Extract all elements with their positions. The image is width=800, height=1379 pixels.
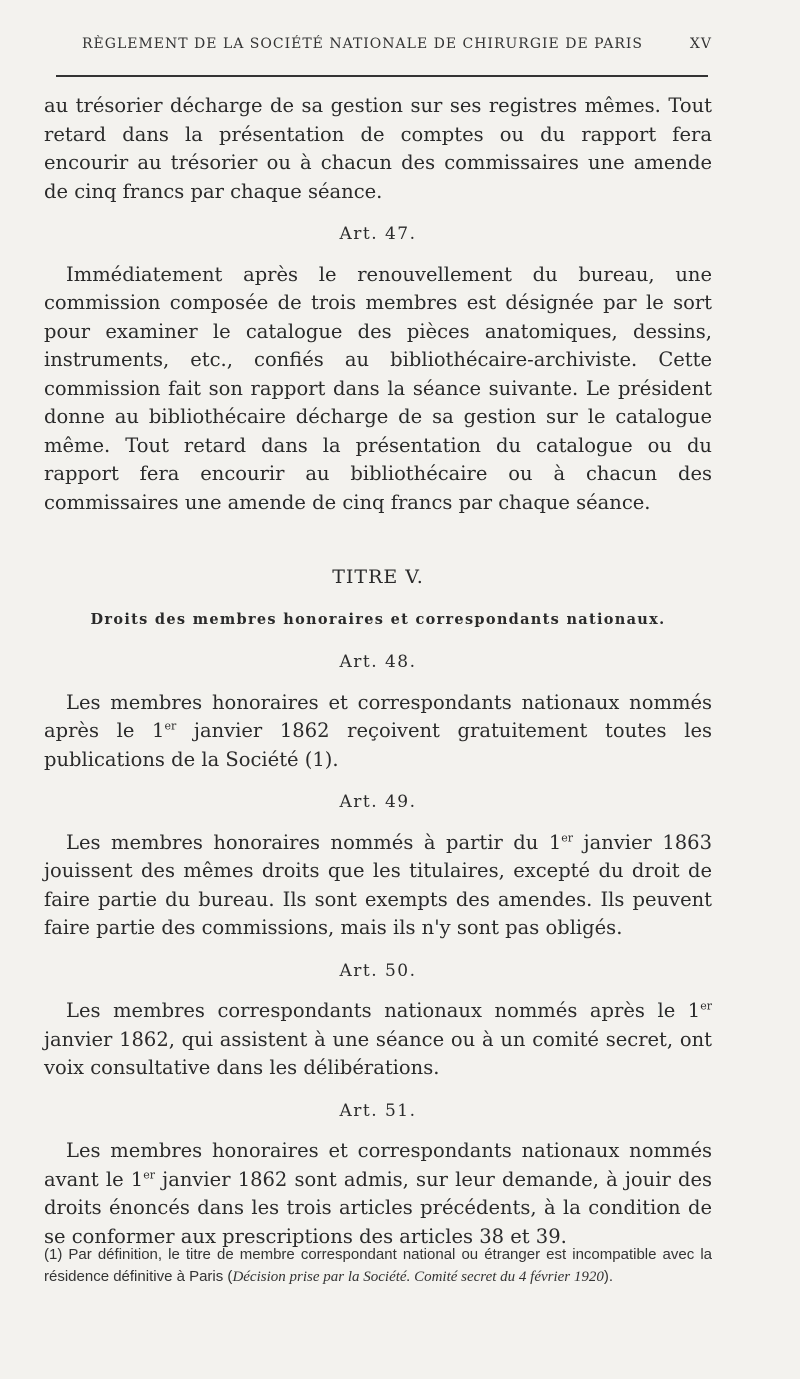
footnote: (1) Par définition, le titre de membre correspondant national ou étranger est incompatible avec la résidence définitive à Paris (Décision prise par la Société. Comité secret du 4 février 1920).: [44, 1246, 712, 1285]
article-47-heading: Art. 47.: [339, 224, 417, 244]
article-48-heading: Art. 48.: [339, 652, 417, 672]
article-50-text: Les membres correspondants nationaux nommés après le 1er janvier 1862, qui assistent à une séance ou à un comité secret, ont voix consultative dans les délibérations.: [44, 999, 712, 1079]
article-49-text: Les membres honoraires nommés à partir du 1er janvier 1863 jouissent des mêmes droits que les titulaires, excepté du droit de faire partie du bureau. Ils sont exempts des amendes. Ils peuvent faire partie des commissions, mais ils n'y sont pas obligés.: [44, 830, 713, 939]
header-rule: [56, 75, 708, 77]
title-v-heading: TITRE V.: [332, 566, 424, 588]
article-48-text: Les membres honoraires et correspondants nationaux nommés après le 1er janvier 1862 reçoivent gratuitement toutes les publications de la Société (1).: [44, 690, 712, 771]
article-49-heading: Art. 49.: [339, 792, 417, 812]
page-number: XV: [689, 36, 712, 52]
article-51-text: Les membres honoraires et correspondants nationaux nommés avant le 1er janvier 1862 sont admis, sur leur demande, à jouir des droits énoncés dans les trois articles précédents, à la condition de se conformer aux prescriptions des articles 38 et 39.: [44, 1139, 712, 1248]
running-head-title: RÈGLEMENT DE LA SOCIÉTÉ NATIONALE DE CHIRURGIE DE PARIS: [82, 36, 644, 52]
article-50-heading: Art. 50.: [339, 960, 417, 981]
body-text: [44, 92, 712, 1251]
running-head: [44, 36, 712, 52]
title-v-subtitle: Droits des membres honoraires et correspondants nationaux.: [90, 610, 666, 628]
article-51-heading: Art. 51.: [339, 1100, 417, 1121]
article-47-text: Immédiatement après le renouvellement du bureau, une commission composée de trois membres est désignée par le sort pour examiner le catalogue des pièces anatomiques, dessins, instruments, etc., confiés au bibliothécaire-archiviste. Cette commission fait son rapport dans la séance suivante. Le président donne au bibliothécaire décharge de sa gestion sur le catalogue même. Tout retard dans la présentation du catalogue ou du rapport fera encourir au bibliothécaire ou à chacun des commissaires une amende de cinq francs par chaque séance.: [44, 262, 712, 514]
continued-paragraph: au trésorier décharge de sa gestion sur ses registres mêmes. Tout retard dans la présentation de comptes ou du rapport fera encourir au trésorier ou à chacun des commissaires une amende de cinq francs par chaque séance.: [44, 94, 712, 203]
